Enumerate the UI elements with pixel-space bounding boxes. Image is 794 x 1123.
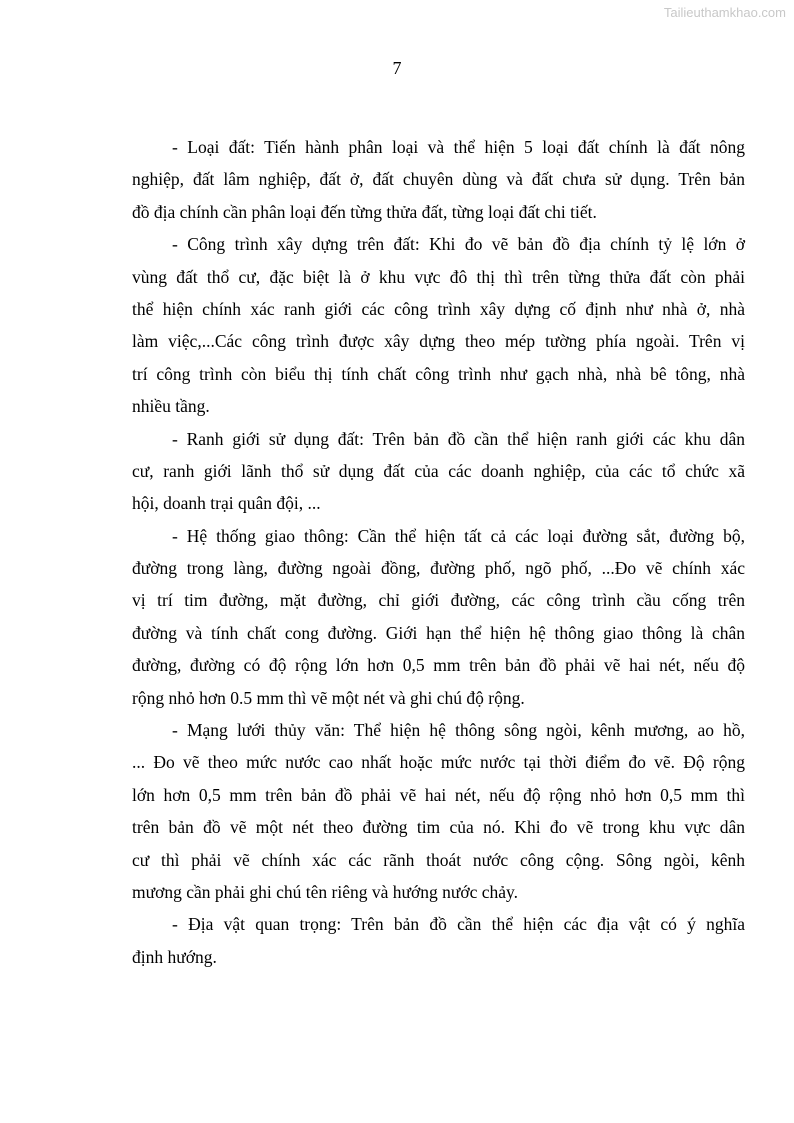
document-body [132,131,745,973]
text-line: - Hệ thống giao thông: Cần thể hiện tất cả các loại đường sắt, đường bộ, [172,525,745,546]
text-line: cư thì phải vẽ chính xác các rãnh thoát nước công cộng. Sông ngòi, kênh [132,849,745,870]
text-line: thể hiện chính xác ranh giới các công trình xây dựng cố định như nhà ở, nhà [132,298,745,319]
paragraph [132,520,745,714]
page-number: 7 [392,58,402,78]
watermark: Tailieuthamkhao.com [663,5,786,20]
text-line: - Mạng lưới thủy văn: Thể hiện hệ thông sông ngòi, kênh mương, ao hồ, [172,720,745,741]
paragraph [132,423,745,520]
text-line: - Ranh giới sử dụng đất: Trên bản đồ cần thể hiện ranh giới các khu dân [172,428,745,449]
text-line: ... Đo vẽ theo mức nước cao nhất hoặc mức nước tại thời điểm đo vẽ. Độ rộng [132,752,745,773]
text-line: hội, doanh trại quân đội, ... [132,493,321,514]
text-line: nghiệp, đất lâm nghiệp, đất ở, đất chuyên dùng và đất chưa sử dụng. Trên bản [132,169,745,190]
paragraph [132,228,745,422]
text-line: mương cần phải ghi chú tên riêng và hướng nước chảy. [132,881,519,902]
text-line: lớn hơn 0,5 mm trên bản đồ phải vẽ hai nét, nếu độ rộng nhỏ hơn 0,5 mm thì [132,784,745,805]
paragraph [132,714,745,908]
text-line: đường, đường có độ rộng lớn hơn 0,5 mm trên bản đồ phải vẽ hai nét, nếu độ [132,655,745,676]
text-line: đường và tính chất cong đường. Giới hạn thể hiện hệ thông giao thông là chân [132,622,745,643]
text-line: đồ địa chính cần phân loại đến từng thửa đất, từng loại đất chi tiết. [132,201,597,222]
text-line: vùng đất thổ cư, đặc biệt là ở khu vực đô thị thì trên từng thửa đất còn phải [132,266,745,287]
text-line: - Loại đất: Tiến hành phân loại và thể hiện 5 loại đất chính là đất nông [172,137,745,157]
paragraph [132,131,745,228]
text-line: - Công trình xây dựng trên đất: Khi đo vẽ bản đồ địa chính tỷ lệ lớn ở [172,234,745,255]
text-line: cư, ranh giới lãnh thổ sử dụng đất của các doanh nghiệp, của các tổ chức xã [132,460,745,481]
text-line: đường trong làng, đường ngoài đồng, đường phố, ngõ phố, ...Đo vẽ chính xác [132,558,745,579]
text-line: rộng nhỏ hơn 0.5 mm thì vẽ một nét và ghi chú độ rộng. [132,687,525,708]
text-line: làm việc,...Các công trình được xây dựng theo mép tường phía ngoài. Trên vị [132,331,745,352]
paragraph [132,908,745,973]
text-line: nhiều tầng. [132,396,210,417]
text-line: trí công trình còn biểu thị tính chất công trình như gạch nhà, nhà bê tông, nhà [132,363,745,384]
text-line: định hướng. [132,946,217,967]
text-line: vị trí tim đường, mặt đường, chỉ giới đường, các công trình cầu cống trên [132,590,745,611]
text-line: trên bản đồ vẽ một nét theo đường tim của nó. Khi đo vẽ trong khu vực dân [132,817,745,838]
text-line: - Địa vật quan trọng: Trên bản đồ cần thể hiện các địa vật có ý nghĩa [172,914,745,935]
